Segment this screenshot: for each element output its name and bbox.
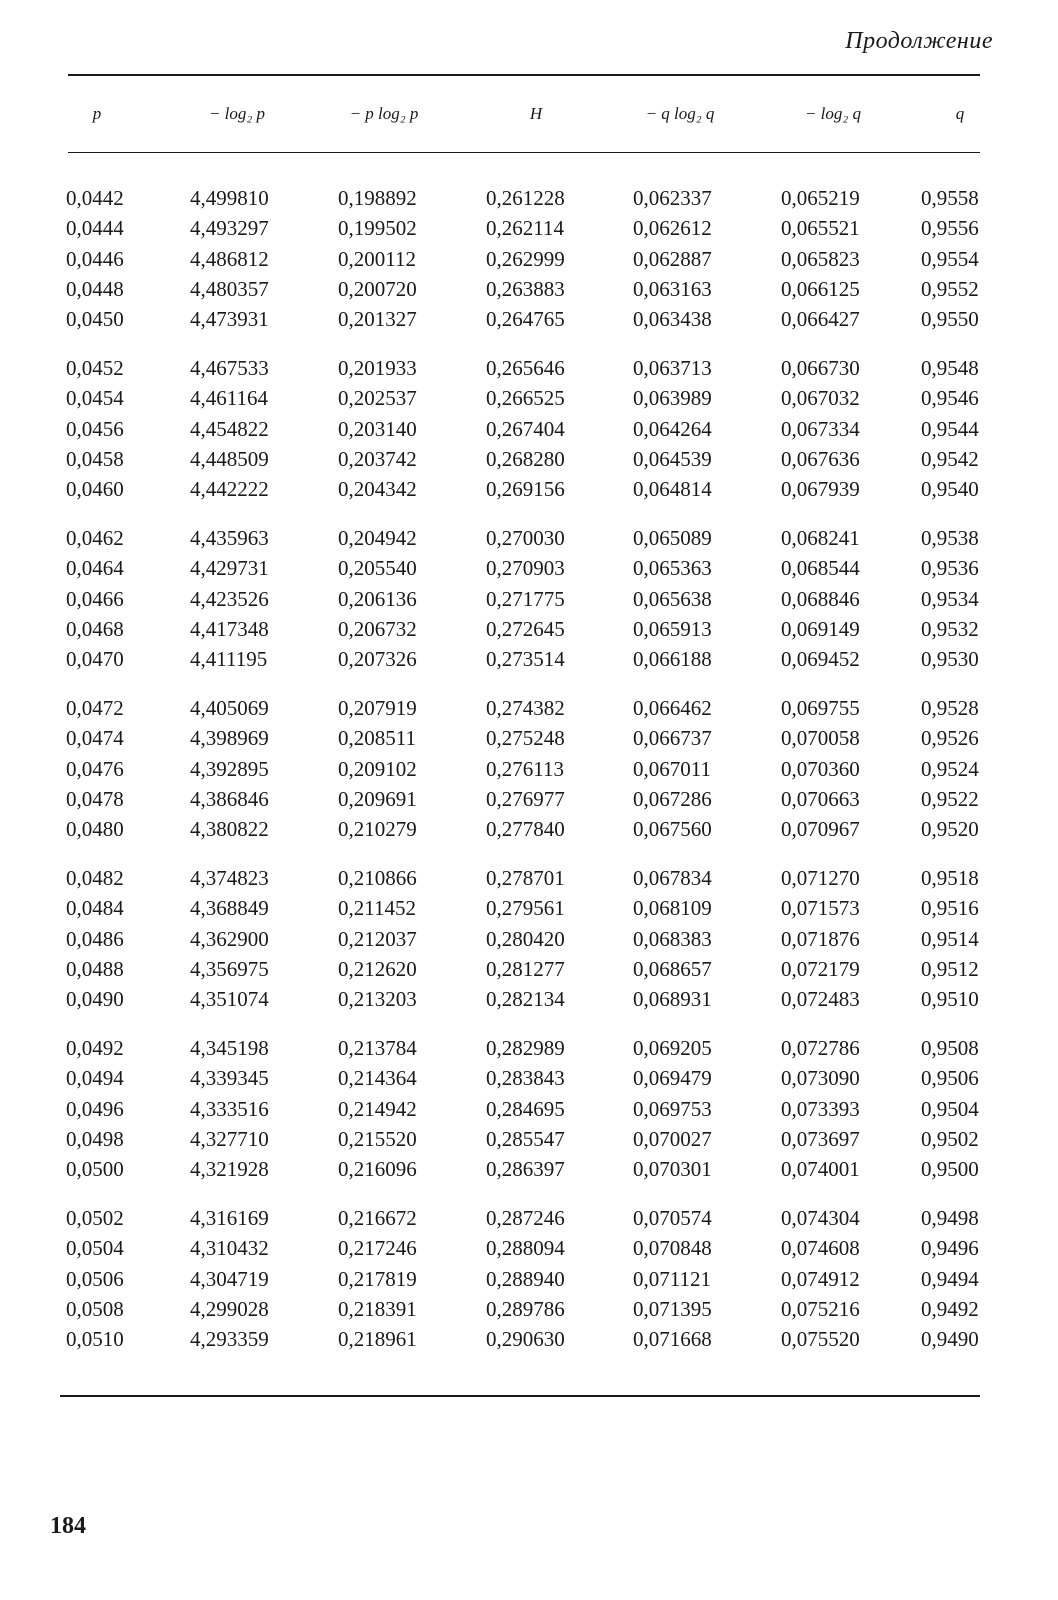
table-row [0,216,1058,246]
cell-q: 0,9538 [921,525,979,550]
cell-neg-p-log2-p: 0,211452 [338,896,416,921]
cell-neg-q-log2-q: 0,065363 [633,556,712,581]
cell-q: 0,9552 [921,276,979,301]
cell-neg-log2-q: 0,067032 [781,386,860,411]
cell-neg-q-log2-q: 0,067011 [633,756,711,781]
cell-neg-log2-q: 0,075520 [781,1327,860,1352]
cell-h: 0,282989 [486,1035,565,1060]
table-row [0,1066,1058,1096]
table-row [0,787,1058,817]
cell-neg-q-log2-q: 0,068109 [633,896,712,921]
cell-neg-log2-p: 4,310432 [190,1236,269,1261]
cell-q: 0,9522 [921,786,979,811]
cell-neg-log2-p: 4,486812 [190,246,269,271]
cell-neg-log2-q: 0,070058 [781,726,860,751]
cell-h: 0,288940 [486,1266,565,1291]
cell-neg-p-log2-p: 0,204342 [338,477,417,502]
header-h: H [529,104,543,123]
table-row [0,726,1058,756]
cell-h: 0,265646 [486,355,565,380]
cell-neg-log2-q: 0,067334 [781,416,860,441]
cell-neg-log2-q: 0,073393 [781,1096,860,1121]
cell-neg-log2-p: 4,480357 [190,276,269,301]
cell-p: 0,0510 [66,1327,124,1352]
cell-h: 0,280420 [486,926,565,951]
cell-neg-q-log2-q: 0,069753 [633,1096,712,1121]
cell-neg-log2-q: 0,074608 [781,1236,860,1261]
cell-p: 0,0482 [66,865,124,890]
cell-h: 0,272645 [486,616,565,641]
cell-h: 0,275248 [486,726,565,751]
cell-neg-log2-q: 0,066730 [781,355,860,380]
table-row [0,647,1058,677]
cell-h: 0,287246 [486,1205,565,1230]
table-row [0,247,1058,277]
cell-q: 0,9544 [921,416,979,441]
cell-neg-log2-q: 0,066125 [781,276,860,301]
cell-h: 0,286397 [486,1157,565,1182]
cell-neg-p-log2-p: 0,212037 [338,926,417,951]
cell-q: 0,9524 [921,756,979,781]
cell-neg-log2-p: 4,351074 [190,987,269,1012]
cell-neg-log2-p: 4,327710 [190,1126,269,1151]
cell-neg-log2-q: 0,073090 [781,1066,860,1091]
cell-neg-log2-q: 0,067636 [781,446,860,471]
cell-neg-log2-q: 0,065823 [781,246,860,271]
cell-neg-q-log2-q: 0,065913 [633,616,712,641]
cell-q: 0,9490 [921,1327,979,1352]
cell-neg-log2-p: 4,417348 [190,616,269,641]
cell-neg-p-log2-p: 0,201933 [338,355,417,380]
cell-neg-log2-q: 0,074912 [781,1266,860,1291]
cell-p: 0,0488 [66,956,124,981]
table-row [0,696,1058,726]
cell-neg-q-log2-q: 0,071395 [633,1296,712,1321]
cell-p: 0,0480 [66,817,124,842]
cell-h: 0,262114 [486,216,564,241]
cell-neg-log2-q: 0,070360 [781,756,860,781]
cell-neg-p-log2-p: 0,207326 [338,647,417,672]
table-row [0,1206,1058,1236]
table-header [0,104,1058,128]
cell-neg-log2-p: 4,321928 [190,1157,269,1182]
page-number: 184 [50,1513,86,1539]
cell-p: 0,0460 [66,477,124,502]
cell-h: 0,285547 [486,1126,565,1151]
table-row [0,1267,1058,1297]
cell-neg-log2-q: 0,071573 [781,896,860,921]
table-row [0,927,1058,957]
cell-h: 0,282134 [486,987,565,1012]
cell-neg-p-log2-p: 0,216672 [338,1205,417,1230]
cell-neg-log2-p: 4,386846 [190,786,269,811]
cell-neg-q-log2-q: 0,063438 [633,307,712,332]
table-row [0,957,1058,987]
cell-neg-log2-q: 0,070967 [781,817,860,842]
cell-h: 0,273514 [486,647,565,672]
table-row [0,356,1058,386]
cell-neg-log2-q: 0,065219 [781,186,860,210]
cell-neg-log2-p: 4,362900 [190,926,269,951]
cell-p: 0,0500 [66,1157,124,1182]
cell-neg-q-log2-q: 0,063989 [633,386,712,411]
cell-neg-q-log2-q: 0,062612 [633,216,712,241]
cell-q: 0,9540 [921,477,979,502]
cell-neg-p-log2-p: 0,203742 [338,446,417,471]
table-row [0,1157,1058,1187]
cell-neg-q-log2-q: 0,071668 [633,1327,712,1352]
table-row [0,307,1058,337]
cell-neg-q-log2-q: 0,068931 [633,987,712,1012]
cell-neg-log2-q: 0,074304 [781,1205,860,1230]
cell-neg-log2-p: 4,461164 [190,386,268,411]
cell-neg-log2-p: 4,345198 [190,1035,269,1060]
cell-q: 0,9528 [921,695,979,720]
cell-neg-q-log2-q: 0,064814 [633,477,712,502]
cell-neg-log2-p: 4,299028 [190,1296,269,1321]
cell-p: 0,0478 [66,786,124,811]
cell-neg-log2-p: 4,442222 [190,477,269,502]
header-p: p [92,104,102,123]
table-top-rule [68,74,980,76]
cell-neg-q-log2-q: 0,070848 [633,1236,712,1261]
cell-p: 0,0452 [66,355,124,380]
cell-neg-q-log2-q: 0,070301 [633,1157,712,1182]
header-neg-log2-q: − log₂ q [804,104,862,123]
header-q: q [955,104,965,123]
cell-neg-q-log2-q: 0,063713 [633,355,712,380]
cell-q: 0,9516 [921,896,979,921]
table-row [0,386,1058,416]
cell-neg-p-log2-p: 0,200112 [338,246,416,271]
cell-q: 0,9492 [921,1296,979,1321]
cell-neg-p-log2-p: 0,205540 [338,556,417,581]
cell-neg-log2-q: 0,066427 [781,307,860,332]
cell-neg-log2-q: 0,068241 [781,525,860,550]
cell-h: 0,278701 [486,865,565,890]
cell-q: 0,9536 [921,556,979,581]
cell-h: 0,267404 [486,416,565,441]
cell-neg-log2-p: 4,473931 [190,307,269,332]
cell-p: 0,0462 [66,525,124,550]
cell-neg-p-log2-p: 0,207919 [338,695,417,720]
cell-neg-p-log2-p: 0,209102 [338,756,417,781]
cell-q: 0,9534 [921,586,979,611]
cell-neg-p-log2-p: 0,214364 [338,1066,417,1091]
table-row [0,526,1058,556]
cell-neg-p-log2-p: 0,216096 [338,1157,417,1182]
cell-p: 0,0504 [66,1236,124,1261]
cell-neg-p-log2-p: 0,210866 [338,865,417,890]
cell-h: 0,290630 [486,1327,565,1352]
table-row [0,417,1058,447]
table-row [0,617,1058,647]
cell-q: 0,9554 [921,246,979,271]
cell-neg-log2-q: 0,075216 [781,1296,860,1321]
cell-q: 0,9500 [921,1157,979,1182]
table-row [0,477,1058,507]
table-row [0,1127,1058,1157]
cell-p: 0,0508 [66,1296,124,1321]
cell-neg-log2-q: 0,065521 [781,216,860,241]
cell-p: 0,0472 [66,695,124,720]
cell-neg-log2-p: 4,398969 [190,726,269,751]
cell-neg-q-log2-q: 0,063163 [633,276,712,301]
cell-p: 0,0456 [66,416,124,441]
table-row [0,866,1058,896]
header-neg-p-log2-p: − p log₂ p [349,104,419,123]
cell-neg-log2-p: 4,333516 [190,1096,269,1121]
cell-h: 0,266525 [486,386,565,411]
cell-q: 0,9502 [921,1126,979,1151]
cell-q: 0,9498 [921,1205,979,1230]
table-row [0,987,1058,1017]
cell-neg-log2-q: 0,071270 [781,865,860,890]
cell-h: 0,284695 [486,1096,565,1121]
cell-neg-p-log2-p: 0,206136 [338,586,417,611]
cell-q: 0,9508 [921,1035,979,1060]
cell-h: 0,277840 [486,817,565,842]
cell-neg-p-log2-p: 0,200720 [338,276,417,301]
cell-neg-log2-q: 0,068544 [781,556,860,581]
cell-h: 0,270030 [486,525,565,550]
header-neg-log2-p: − log₂ p [208,104,266,123]
header-neg-q-log2-q: − q log₂ q [645,104,715,123]
cell-neg-log2-q: 0,067939 [781,477,860,502]
cell-neg-q-log2-q: 0,068383 [633,926,712,951]
cell-h: 0,289786 [486,1296,565,1321]
table-body [0,186,1058,1357]
cell-neg-log2-p: 4,467533 [190,355,269,380]
cell-neg-q-log2-q: 0,066737 [633,726,712,751]
cell-neg-p-log2-p: 0,212620 [338,956,417,981]
cell-h: 0,274382 [486,695,565,720]
cell-neg-q-log2-q: 0,062887 [633,246,712,271]
cell-h: 0,262999 [486,246,565,271]
table-row [0,1097,1058,1127]
cell-q: 0,9510 [921,987,979,1012]
cell-p: 0,0474 [66,726,124,751]
cell-neg-q-log2-q: 0,069479 [633,1066,712,1091]
cell-q: 0,9550 [921,307,979,332]
cell-h: 0,288094 [486,1236,565,1261]
cell-h: 0,279561 [486,896,565,921]
cell-neg-q-log2-q: 0,068657 [633,956,712,981]
cell-p: 0,0446 [66,246,124,271]
table-row [0,1236,1058,1266]
table-row [0,757,1058,787]
cell-h: 0,281277 [486,956,565,981]
table-row [0,186,1058,216]
cell-p: 0,0458 [66,446,124,471]
cell-p: 0,0444 [66,216,124,241]
cell-neg-p-log2-p: 0,199502 [338,216,417,241]
cell-neg-log2-p: 4,448509 [190,446,269,471]
cell-h: 0,270903 [486,556,565,581]
cell-p: 0,0498 [66,1126,124,1151]
cell-neg-p-log2-p: 0,206732 [338,616,417,641]
cell-neg-log2-p: 4,454822 [190,416,269,441]
continuation-label: Продолжение [845,28,993,54]
table-row [0,1327,1058,1357]
cell-q: 0,9506 [921,1066,979,1091]
cell-h: 0,264765 [486,307,565,332]
cell-neg-q-log2-q: 0,066188 [633,647,712,672]
table-bottom-rule [60,1395,980,1397]
cell-p: 0,0476 [66,756,124,781]
cell-neg-log2-p: 4,380822 [190,817,269,842]
cell-h: 0,271775 [486,586,565,611]
cell-neg-log2-q: 0,074001 [781,1157,860,1182]
cell-neg-p-log2-p: 0,215520 [338,1126,417,1151]
cell-neg-p-log2-p: 0,218391 [338,1296,417,1321]
cell-p: 0,0464 [66,556,124,581]
cell-neg-p-log2-p: 0,208511 [338,726,416,751]
cell-neg-log2-q: 0,069755 [781,695,860,720]
cell-p: 0,0454 [66,386,124,411]
cell-p: 0,0502 [66,1205,124,1230]
cell-h: 0,276977 [486,786,565,811]
cell-neg-q-log2-q: 0,065089 [633,525,712,550]
table-row [0,1036,1058,1066]
table-row [0,896,1058,926]
table-row [0,1297,1058,1327]
cell-h: 0,269156 [486,477,565,502]
cell-neg-log2-p: 4,499810 [190,186,269,210]
cell-q: 0,9512 [921,956,979,981]
cell-neg-p-log2-p: 0,209691 [338,786,417,811]
cell-q: 0,9504 [921,1096,979,1121]
cell-neg-log2-q: 0,069149 [781,616,860,641]
cell-q: 0,9548 [921,355,979,380]
cell-p: 0,0492 [66,1035,124,1060]
table-row [0,447,1058,477]
cell-p: 0,0506 [66,1266,124,1291]
cell-neg-q-log2-q: 0,062337 [633,186,712,210]
cell-neg-log2-q: 0,071876 [781,926,860,951]
cell-neg-log2-p: 4,429731 [190,556,269,581]
cell-p: 0,0484 [66,896,124,921]
cell-neg-q-log2-q: 0,066462 [633,695,712,720]
cell-h: 0,261228 [486,186,565,210]
cell-q: 0,9556 [921,216,979,241]
cell-neg-q-log2-q: 0,070574 [633,1205,712,1230]
cell-neg-q-log2-q: 0,064539 [633,446,712,471]
cell-neg-q-log2-q: 0,065638 [633,586,712,611]
cell-p: 0,0442 [66,186,124,210]
cell-neg-q-log2-q: 0,067560 [633,817,712,842]
cell-neg-log2-p: 4,368849 [190,896,269,921]
cell-p: 0,0486 [66,926,124,951]
cell-p: 0,0468 [66,616,124,641]
table-row [0,817,1058,847]
cell-neg-p-log2-p: 0,214942 [338,1096,417,1121]
cell-q: 0,9546 [921,386,979,411]
cell-q: 0,9542 [921,446,979,471]
cell-neg-log2-q: 0,070663 [781,786,860,811]
cell-neg-p-log2-p: 0,213203 [338,987,417,1012]
cell-neg-p-log2-p: 0,198892 [338,186,417,210]
cell-neg-log2-q: 0,068846 [781,586,860,611]
cell-q: 0,9496 [921,1236,979,1261]
cell-p: 0,0490 [66,987,124,1012]
cell-neg-log2-q: 0,069452 [781,647,860,672]
cell-neg-p-log2-p: 0,217246 [338,1236,417,1261]
cell-neg-log2-q: 0,072179 [781,956,860,981]
cell-p: 0,0496 [66,1096,124,1121]
cell-neg-q-log2-q: 0,067834 [633,865,712,890]
cell-p: 0,0448 [66,276,124,301]
cell-neg-log2-p: 4,392895 [190,756,269,781]
cell-neg-p-log2-p: 0,213784 [338,1035,417,1060]
cell-neg-q-log2-q: 0,069205 [633,1035,712,1060]
cell-neg-log2-p: 4,293359 [190,1327,269,1352]
table-row [0,277,1058,307]
cell-q: 0,9526 [921,726,979,751]
cell-neg-p-log2-p: 0,218961 [338,1327,417,1352]
table-row [0,556,1058,586]
cell-neg-log2-p: 4,356975 [190,956,269,981]
cell-neg-p-log2-p: 0,203140 [338,416,417,441]
cell-neg-q-log2-q: 0,064264 [633,416,712,441]
cell-p: 0,0466 [66,586,124,611]
cell-neg-log2-p: 4,423526 [190,586,269,611]
cell-neg-log2-p: 4,493297 [190,216,269,241]
cell-neg-q-log2-q: 0,071121 [633,1266,711,1291]
cell-neg-q-log2-q: 0,070027 [633,1126,712,1151]
cell-h: 0,276113 [486,756,564,781]
cell-q: 0,9518 [921,865,979,890]
cell-q: 0,9558 [921,186,979,210]
cell-q: 0,9532 [921,616,979,641]
cell-q: 0,9494 [921,1266,979,1291]
cell-h: 0,268280 [486,446,565,471]
cell-neg-log2-p: 4,405069 [190,695,269,720]
cell-q: 0,9520 [921,817,979,842]
cell-neg-p-log2-p: 0,201327 [338,307,417,332]
cell-neg-p-log2-p: 0,217819 [338,1266,417,1291]
table-row [0,587,1058,617]
cell-neg-log2-p: 4,411195 [190,647,268,672]
cell-neg-log2-p: 4,339345 [190,1066,269,1091]
cell-p: 0,0494 [66,1066,124,1091]
table-header-rule [68,152,980,153]
cell-neg-log2-q: 0,072483 [781,987,860,1012]
cell-p: 0,0450 [66,307,124,332]
cell-neg-p-log2-p: 0,210279 [338,817,417,842]
cell-neg-p-log2-p: 0,204942 [338,525,417,550]
cell-neg-log2-p: 4,304719 [190,1266,269,1291]
cell-q: 0,9514 [921,926,979,951]
cell-neg-log2-q: 0,072786 [781,1035,860,1060]
cell-neg-log2-p: 4,316169 [190,1205,269,1230]
cell-neg-p-log2-p: 0,202537 [338,386,417,411]
cell-neg-log2-p: 4,435963 [190,525,269,550]
cell-neg-log2-q: 0,073697 [781,1126,860,1151]
cell-p: 0,0470 [66,647,124,672]
cell-h: 0,283843 [486,1066,565,1091]
cell-h: 0,263883 [486,276,565,301]
cell-neg-log2-p: 4,374823 [190,865,269,890]
cell-q: 0,9530 [921,647,979,672]
cell-neg-q-log2-q: 0,067286 [633,786,712,811]
